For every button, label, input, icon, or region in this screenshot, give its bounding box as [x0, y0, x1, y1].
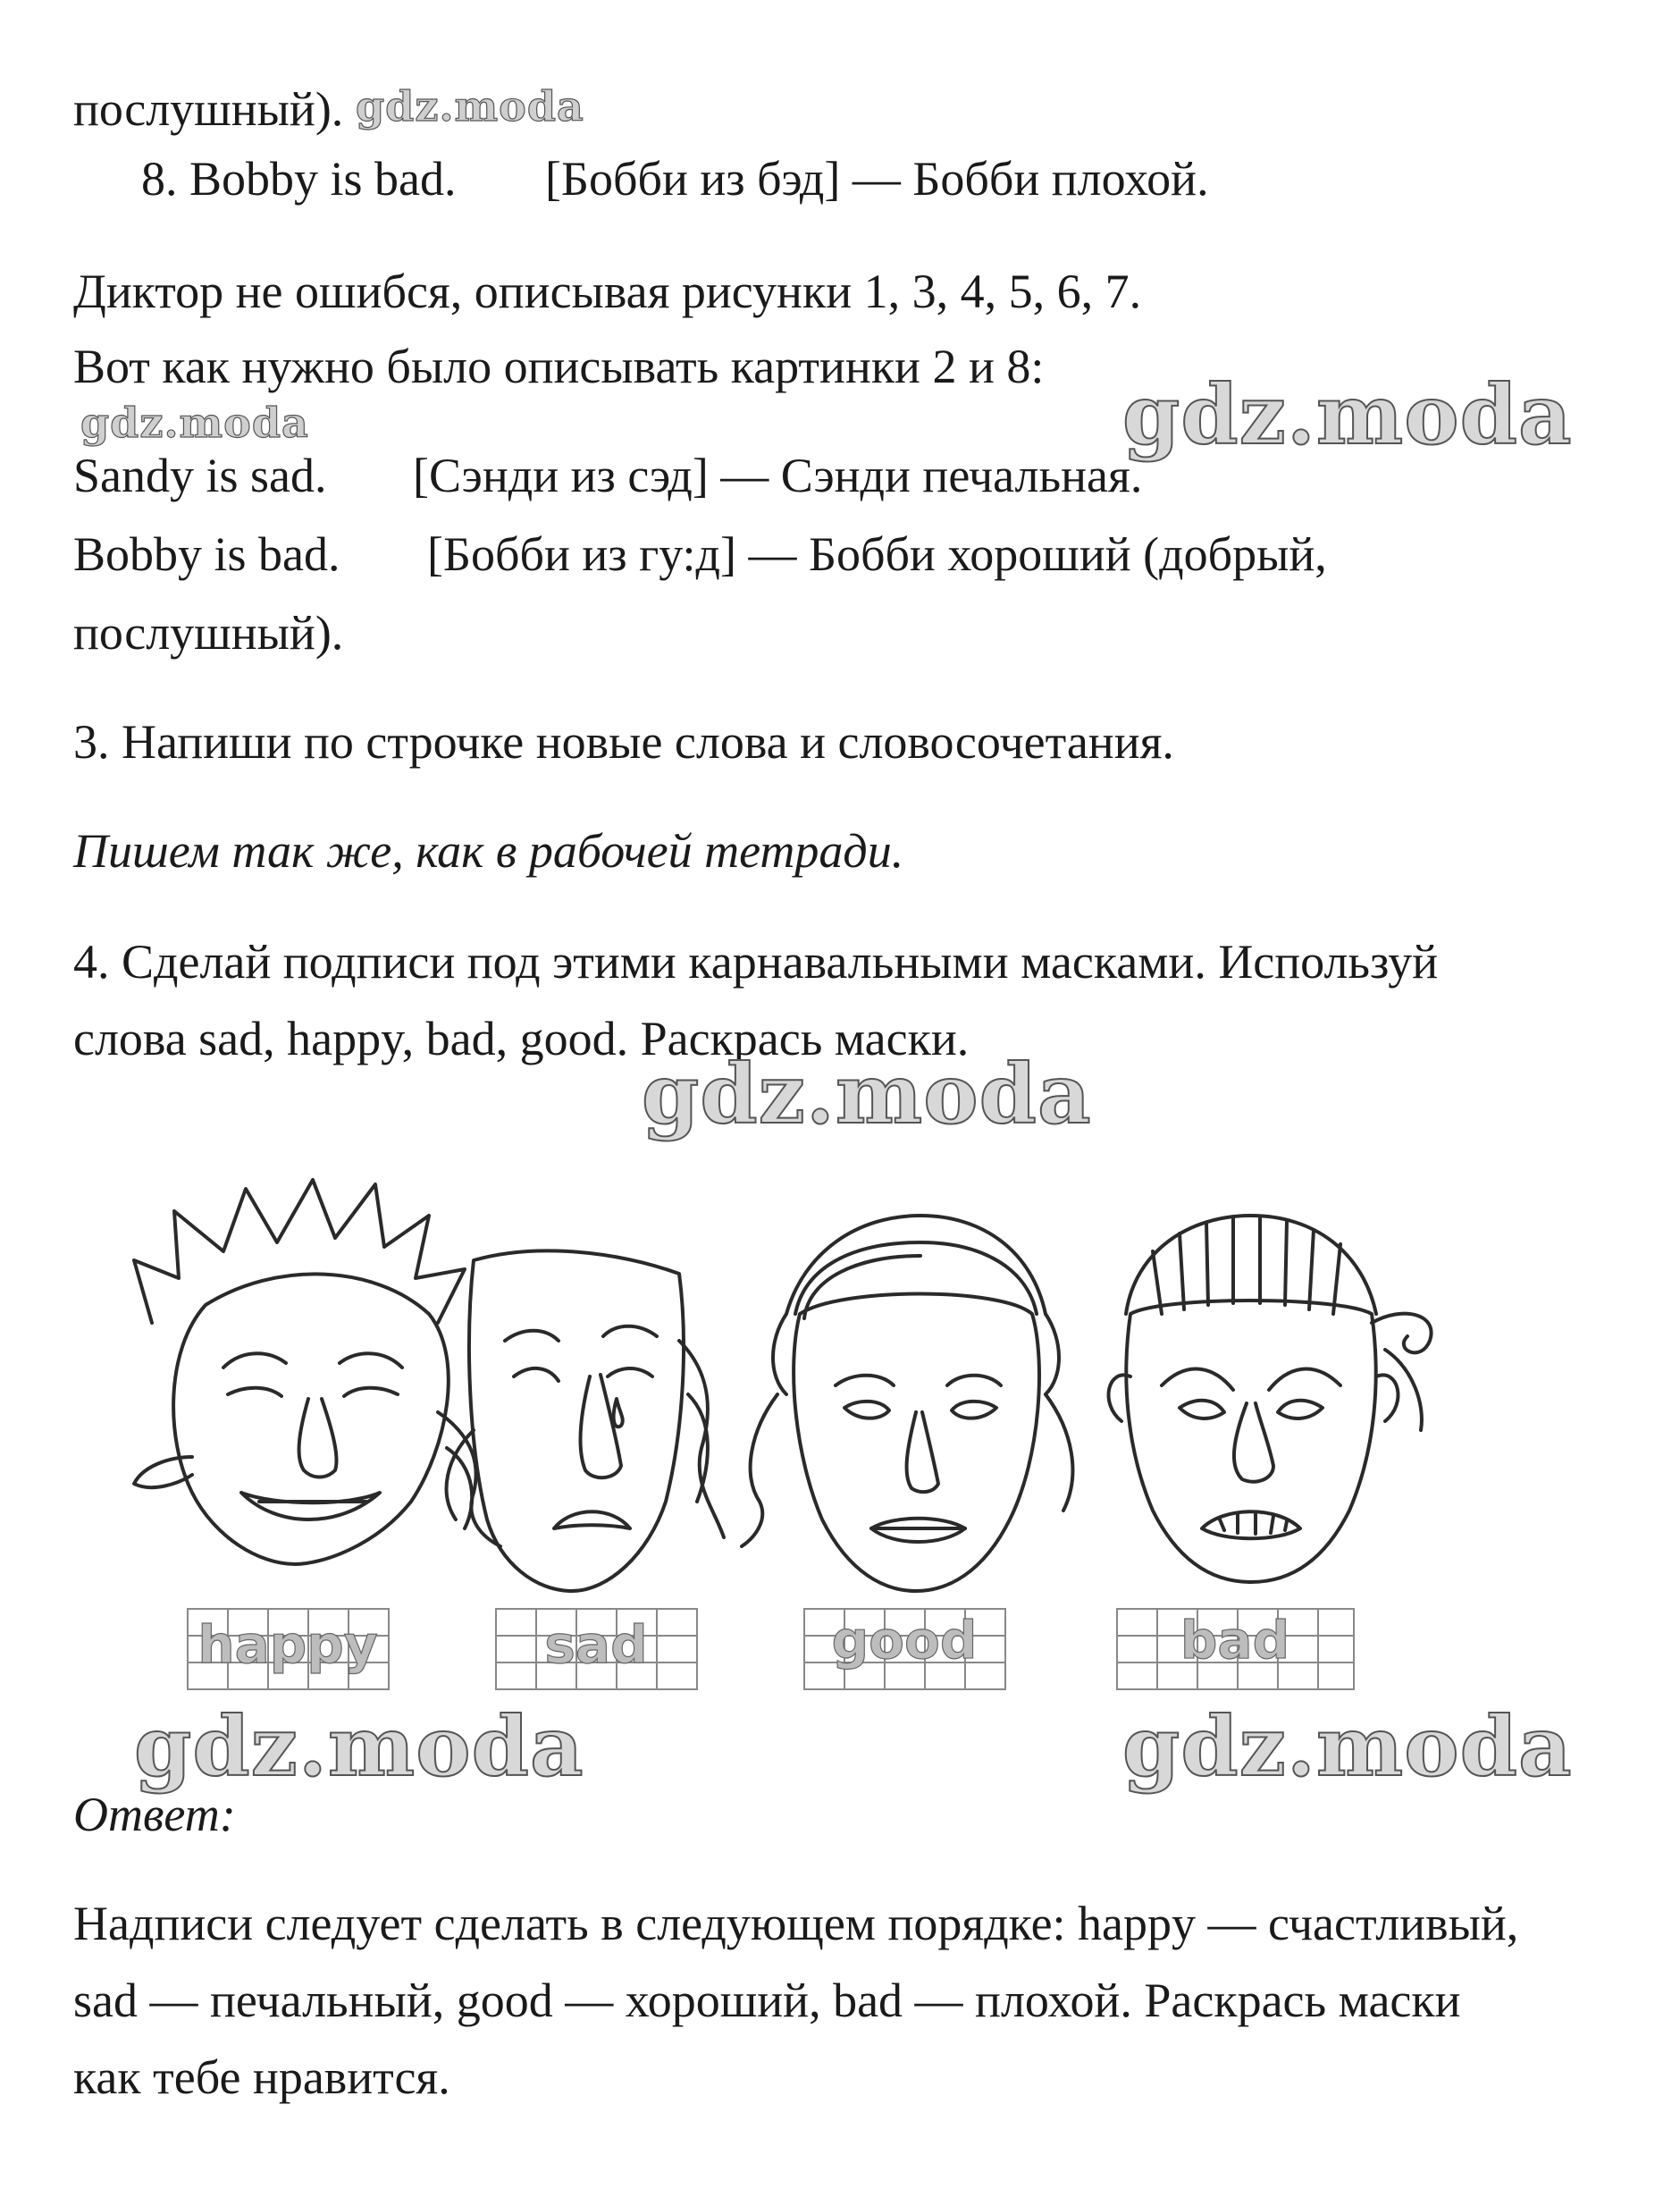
watermark: gdz.moda [1122, 366, 1573, 463]
answer-text: sad — печальный, good — хороший, bad — плохой. Раскрась маски [73, 1974, 1461, 2027]
text-line: Sandy is sad. [73, 449, 327, 502]
good-mask [742, 1216, 1072, 1591]
watermark: gdz.moda [1122, 1698, 1573, 1795]
text-line: [Бобби из гу:д] — Бобби хороший (добрый, [427, 527, 1327, 581]
watermark: gdz.moda [80, 399, 309, 447]
watermark: gdz.moda [134, 1698, 584, 1795]
text-line: 8. Bobby is bad. [141, 152, 457, 206]
exercise-4-heading-cont: слова sad, happy, bad, good. Раскрась маски. [73, 1012, 970, 1065]
mask-label-sad: sad [544, 1614, 648, 1675]
watermark: gdz.moda [642, 1046, 1092, 1142]
happy-mask [134, 1180, 500, 1564]
bad-mask [1109, 1216, 1432, 1582]
mask-label-bad: bad [1180, 1610, 1290, 1671]
text-line: Диктор не ошибся, описывая рисунки 1, 3, 4, 5, 6, 7. [73, 265, 1142, 318]
exercise-4-heading: 4. Сделай подписи под этими карнавальными масками. Используй [73, 935, 1439, 989]
mask-label-happy: happy [197, 1614, 378, 1675]
answer-label: Ответ: [73, 1788, 236, 1841]
text-line: Вот как нужно было описывать картинки 2 и 8: [73, 340, 1045, 393]
carnival-masks-illustration [0, 1162, 1680, 1698]
text-line: [Сэнди из сэд] — Сэнди печальная. [413, 449, 1143, 502]
text-line: послушный). [73, 82, 344, 136]
answer-text: как тебе нравится. [73, 2050, 450, 2104]
text-line: [Бобби из бэд] — Бобби плохой. [545, 152, 1209, 206]
text-line: Bobby is bad. [73, 527, 340, 581]
watermark: gdz.moda [356, 82, 584, 130]
exercise-3-answer: Пишем так же, как в рабочей тетради. [73, 824, 904, 878]
text-line: послушный). [73, 606, 344, 660]
answer-text: Надписи следует сделать в следующем порядке: happy — счастливый, [73, 1897, 1519, 1950]
exercise-3-heading: 3. Напиши по строчке новые слова и словосочетания. [73, 715, 1174, 769]
mask-label-good: good [831, 1610, 978, 1671]
